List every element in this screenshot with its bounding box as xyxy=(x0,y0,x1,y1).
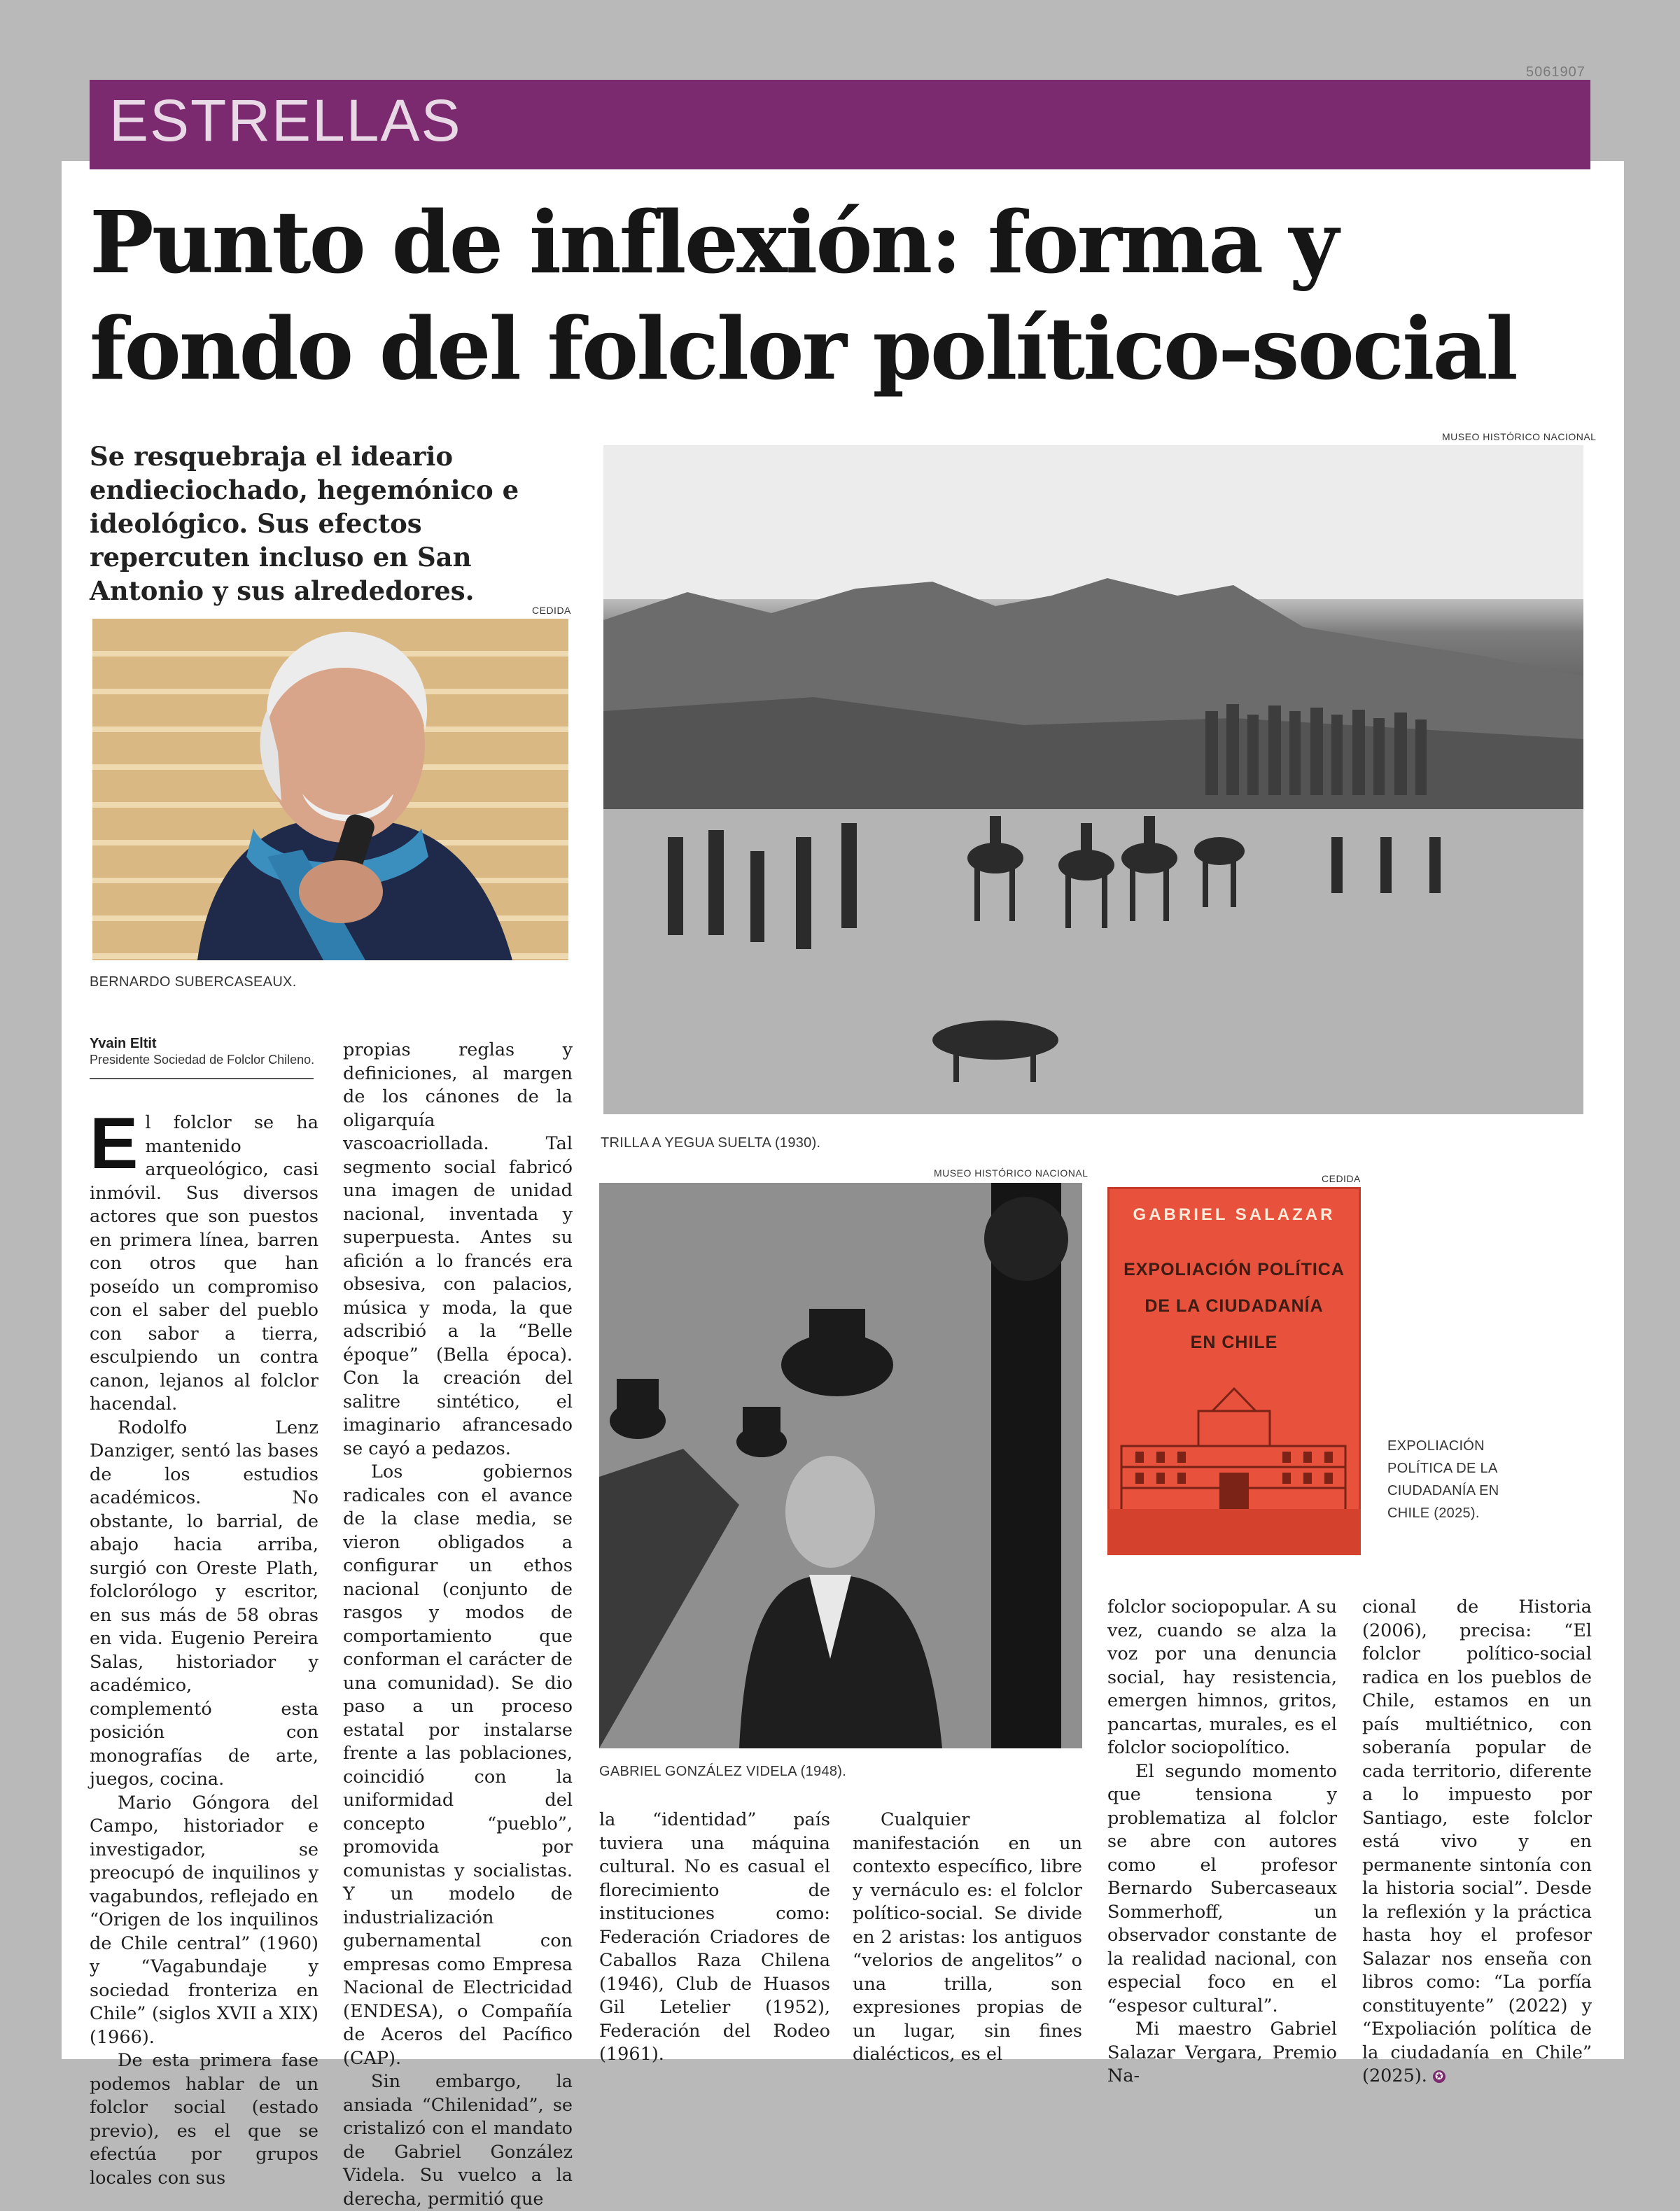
book-credit: CEDIDA xyxy=(1322,1173,1361,1184)
body-column-3 xyxy=(599,1809,830,2067)
col3-paragraph-1: la “identidad” país tuviera una máquina cultural. No es casual el florecimiento de instituciones como: Federación Criadores de Caballos Raza Chilena (1946), Club de Huasos Gil Letelier (1952), Federación del Rodeo (1961). xyxy=(599,1809,830,2065)
portrait-photo xyxy=(92,619,568,960)
body-column-2 xyxy=(343,1039,573,2211)
page-code: 5061907 xyxy=(1526,64,1586,80)
book-title-line-3: EN CHILE xyxy=(1190,1333,1278,1352)
col6-paragraph-1-text: cional de Historia (2006), precisa: “El folclor político-social radica en los pueblos de Chile, estamos en un país multiétnico, con soberanía popular de cada territorio, diferente a lo impuesto por Santiago, este folclor está vivo y en permanente sintonía con la historia social”. Desde la reflexión y la práctica hasta hoy el profesor Salazar nos enseña con libros como: “La porfía constituyente” (2022) y “Expoliación política de la ciudadanía en Chile” (2025). xyxy=(1362,1596,1592,2086)
videla-illustration xyxy=(599,1183,1082,1748)
col1-paragraph-4: De esta primera fase podemos hablar de un folclor social (estado previo), es el que se efectúa por grupos locales con sus xyxy=(90,2050,318,2189)
end-mark-icon: ✪ xyxy=(1433,2070,1446,2083)
section-title: ESTRELLAS xyxy=(109,87,462,153)
headline xyxy=(90,189,1595,402)
trilla-illustration xyxy=(603,445,1583,1114)
lede: Se resquebraja el ideario endieciochado, hegemónico e ideológico. Sus efectos repercuten incluso en San Antonio y sus alrededores. xyxy=(90,441,519,606)
col1-paragraph-2: Rodolfo Lenz Danziger, sentó las bases de los estudios académicos. No obstante, lo barrial, de abajo hacia arriba, surgió con Oreste Plath, folclorólogo y escritor, en sus más de 58 obras en vida. Eugenio Pereira Salas, historiador y académico, complementó esta posición con monografías de arte, juegos, cocina. xyxy=(90,1417,318,1790)
col2-paragraph-1: propias reglas y definiciones, al margen de los cánones de la oligarquía vascoacriollada. Tal segmento social fabricó una imagen de unidad nacional, inventada y superpuesta. Antes su afición a lo francés era obsesiva, con palacios, música y moda, la que adscribió a la “Belle époque” (Bella época). Con la creación del salitre sintético, el imaginario afrancesado se cayó a pedazos. xyxy=(343,1039,573,1459)
body-column-6 xyxy=(1362,1596,1592,2089)
byline-name: Yvain Eltit xyxy=(90,1036,157,1051)
portrait-illustration xyxy=(92,619,568,960)
col5-paragraph-3: Mi maestro Gabriel Salazar Vergara, Premio Na- xyxy=(1107,2019,1337,2086)
book-cover xyxy=(1107,1187,1361,1555)
book-title xyxy=(1114,1251,1354,1361)
body-column-5 xyxy=(1107,1596,1337,2089)
book-title-line-1: EXPOLIACIÓN POLÍTICA xyxy=(1124,1260,1345,1279)
book-building-illustration xyxy=(1107,1369,1361,1555)
portrait-credit: CEDIDA xyxy=(532,605,571,616)
videla-photo xyxy=(599,1183,1082,1748)
col2-paragraph-2: Los gobiernos radicales con el avance de la clase media, se vieron obligados a configurar un ethos nacional (conjunto de rasgos y modos de comportamiento que conforman el carácter de una comunidad). Se dio paso a un proceso estatal por instalarse frente a las poblaciones, coincidió con la uniformidad del concepto “pueblo”, promovida por comunistas y socialistas. Y un modelo de industrialización gubernamental con empresas como Empresa Nacional de Electricidad (ENDESA), o Compañía de Aceros del Pacífico (CAP). xyxy=(343,1461,573,2069)
headline-line-2: fondo del folclor político-social xyxy=(90,298,1516,399)
byline-role: Presidente Sociedad de Folclor Chileno. xyxy=(90,1053,315,1067)
byline-rule xyxy=(90,1078,314,1079)
headline-line-1: Punto de inflexión: forma y xyxy=(90,192,1337,293)
col6-paragraph-1 xyxy=(1362,1596,1592,2089)
book-title-line-2: DE LA CIUDADANÍA xyxy=(1144,1296,1324,1316)
body-column-1 xyxy=(90,1103,318,2190)
col5-paragraph-2: El segundo momento que tensiona y problematiza al folclor se abre con autores como el profesor Bernardo Subercaseaux Sommerhoff, un observador constante de la realidad nacional, con especial foco en el “espesor cultural”. xyxy=(1107,1760,1337,2016)
col2-paragraph-3: Sin embargo, la ansiada “Chilenidad”, se cristalizó con el mandato de Gabriel González Videla. Su vuelco a la derecha, permitió que xyxy=(343,2071,573,2210)
book-caption: EXPOLIACIÓN POLÍTICA DE LA CIUDADANÍA EN CHILE (2025). xyxy=(1387,1438,1499,1521)
col1-paragraph-1 xyxy=(90,1103,318,1417)
col5-paragraph-1: folclor sociopopular. A su vez, cuando se alza la voz por una denuncia social, hay resistencia, emergen himnos, gritos, pancartas, murales, es el folclor sociopolítico. xyxy=(1107,1596,1337,1758)
col1-paragraph-3: Mario Góngora del Campo, historiador e investigador, se preocupó de inquilinos y vagabundos, reflejado en “Origen de los inquilinos de Chile central” (1960) y “Vagabundaje y sociedad fronteriza en Chile” (siglos XVII a XIX) (1966). xyxy=(90,1792,318,2048)
col1-paragraph-1-text: l folclor se ha mantenido arqueológico, casi inmóvil. Sus diversos actores que son puestos en primera línea, barren con otros que han poseído un compromiso con el saber del pueblo con sabor a tierra, esculpiendo un contra canon, lejanos al folclor hacendal. xyxy=(90,1112,318,1415)
trilla-photo xyxy=(603,445,1583,1114)
drop-cap: E xyxy=(90,1103,139,1184)
portrait-caption: BERNARDO SUBERCASEAUX. xyxy=(90,974,297,990)
trilla-credit: MUSEO HISTÓRICO NACIONAL xyxy=(1442,431,1597,442)
section-bar xyxy=(90,80,1590,169)
videla-credit: MUSEO HISTÓRICO NACIONAL xyxy=(934,1167,1088,1179)
col4-paragraph-1: Cualquier manifestación en un contexto específico, libre y vernáculo es: el folclor político-social. Se divide en 2 aristas: los antiguos “velorios de angelitos” o una trilla, son expresiones propias de un lugar, sin fines dialécticos, es el xyxy=(853,1809,1082,2065)
body-column-4 xyxy=(853,1809,1082,2067)
book-author: GABRIEL SALAZAR xyxy=(1133,1205,1336,1224)
trilla-caption: TRILLA A YEGUA SUELTA (1930). xyxy=(601,1135,821,1151)
videla-caption: GABRIEL GONZÁLEZ VIDELA (1948). xyxy=(599,1764,847,1779)
